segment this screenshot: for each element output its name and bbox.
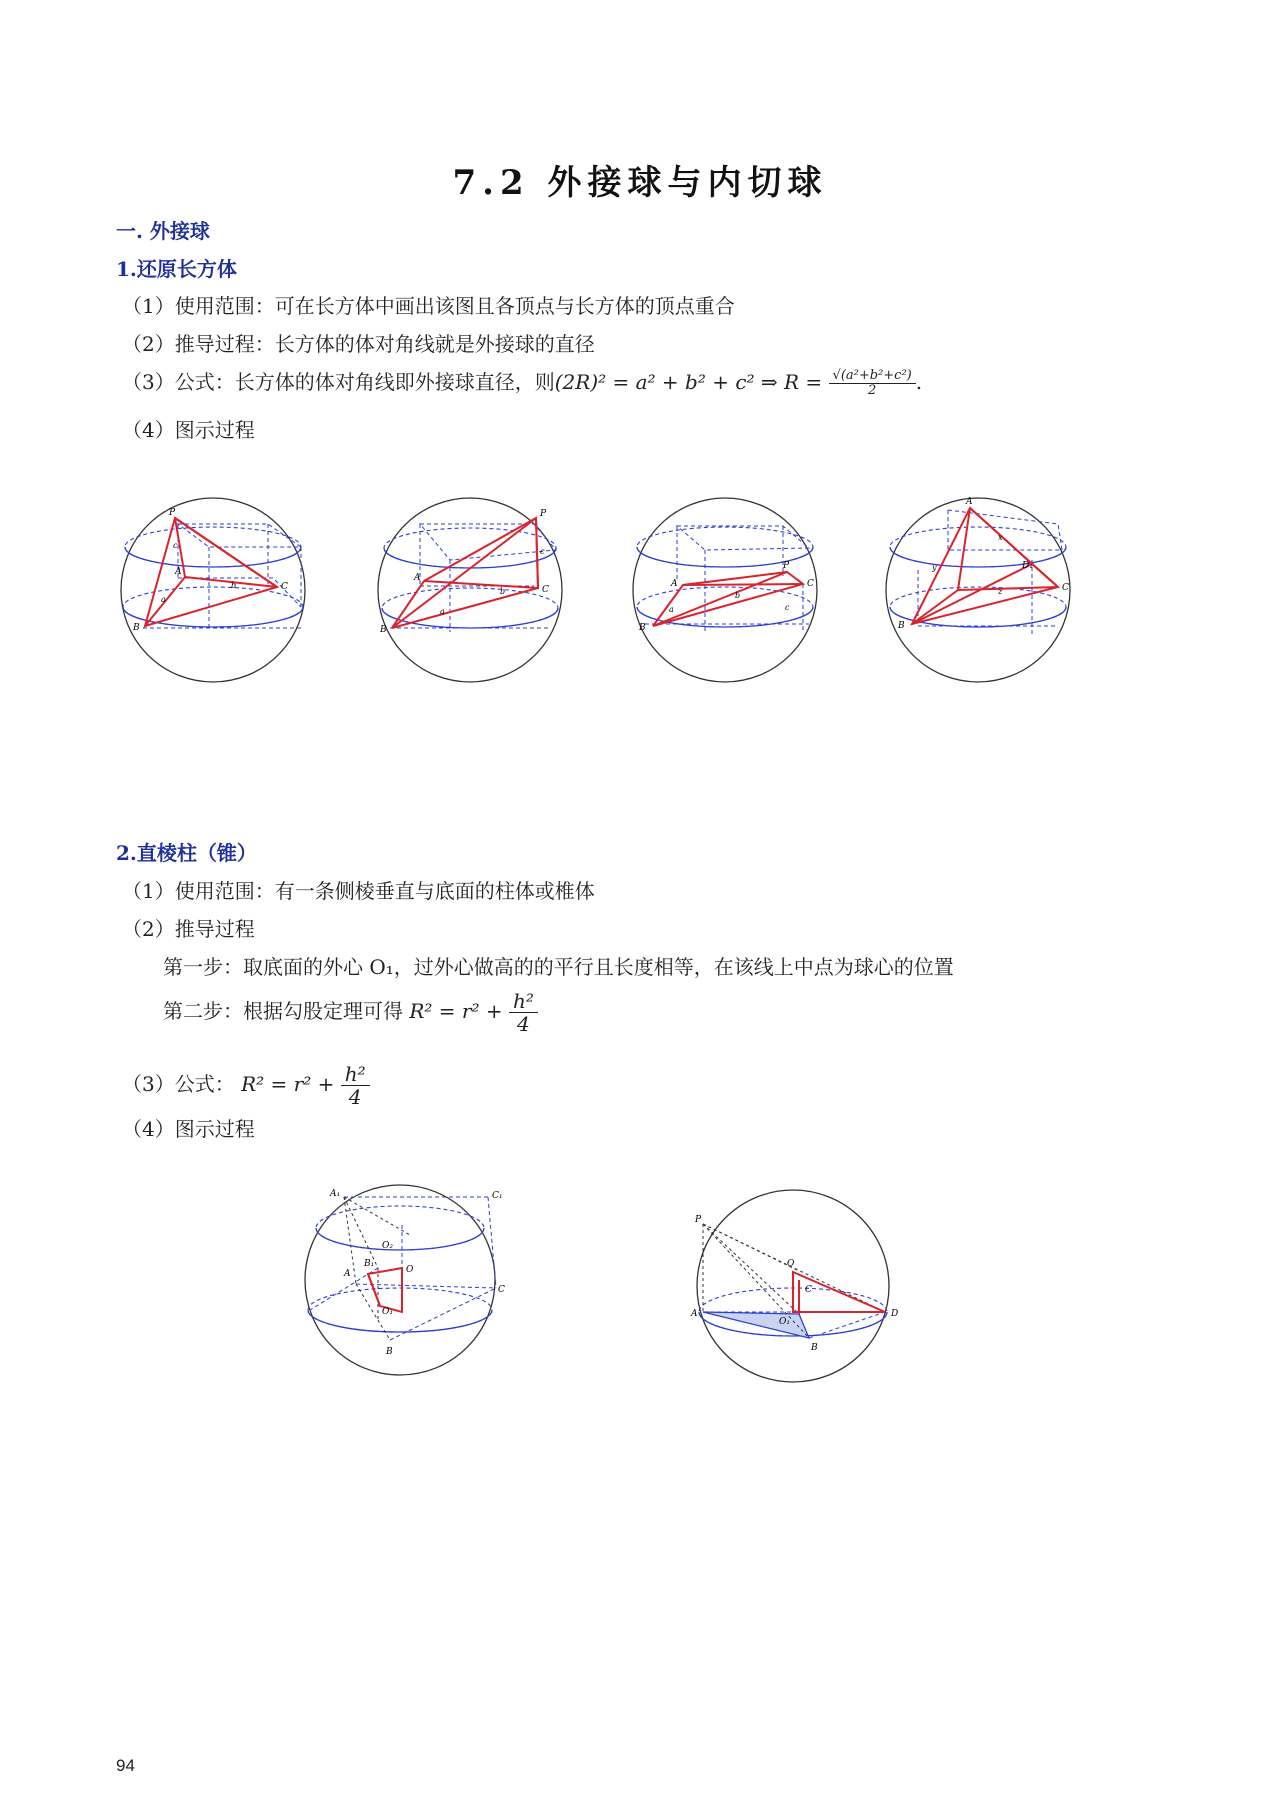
fig1-label-a: a [161,595,166,604]
fig3-label-a: a [669,605,674,614]
pyramid-label-D: D [891,1309,899,1319]
fig3-label-c: c [785,603,790,612]
fig1-label-P: P [169,508,176,518]
formula-prefix: （3）公式：长方体的体对角线即外接球直径，则 [122,370,555,394]
prism-label-O1: O₁ [382,1307,393,1317]
sphere-figure-3 [633,498,817,682]
prism-label-A1: A₁ [330,1189,341,1199]
formula3-body: R² = r² + [241,1072,341,1096]
prism-label-O: O [406,1265,414,1275]
fig4-label-B: B [898,621,905,631]
fig4-label-y: y [932,563,937,572]
fig1-label-A: A [175,567,182,577]
cuboid-item-scope: （1）使用范围：可在长方体中画出该图且各顶点与长方体的顶点重合 [122,294,735,318]
formula3-fraction: $\frac{\text{h²}}{4}$ [341,1063,370,1108]
pyramid-label-B: B [811,1343,818,1353]
pyramid-label-O1: O₁ [779,1317,790,1327]
pyramid-label-A: A [691,1309,698,1319]
formula-fraction: $\frac{\text{√(a²+b²+c²)}}{2}$ [829,369,916,399]
fig2-label-P: P [540,509,547,519]
fig2-label-a: a [440,607,445,616]
step2-prefix: 第二步：根据勾股定理可得 [163,999,403,1023]
fig3-label-A: A [671,579,678,589]
prism-figures [300,1180,940,1400]
fig2-label-C: C [542,585,549,595]
prism-item-formula [122,1063,370,1108]
prism-step-1: 第一步：取底面的外心 O₁，过外心做高的的平行且长度相等，在该线上中点为球心的位置 [163,955,954,979]
prism-item-scope: （1）使用范围：有一条侧棱垂直与底面的柱体或椎体 [122,879,595,903]
fig4-label-A: A [966,497,973,507]
fig3-label-b: b [735,591,741,600]
cuboid-figures [120,485,1120,715]
page-number: 94 [116,1756,135,1775]
prism-label-C: C [498,1285,505,1295]
prism-label-B1: B₁ [364,1259,375,1269]
pyramid-sphere-figure [690,1190,898,1382]
prism-label-C1: C₁ [492,1191,503,1201]
sphere-figure-2 [378,498,562,682]
fig4-label-x: x [998,533,1003,542]
step2-formula: R² = r² + [409,999,509,1023]
fig2-label-c: c [540,547,545,556]
fig1-label-B: B [133,623,140,633]
fig4-label-C: C [1062,583,1069,593]
fig4-label-D1: D₁ [1022,561,1033,571]
formula-body: (2R)² = a² + b² + c² ⇒ R = [554,370,829,394]
fig2-label-B: B [380,625,387,635]
section-heading-circumsphere: 一. 外接球 [116,219,210,243]
formula3-prefix: （3）公式： [122,1072,235,1096]
prism-item-figures: （4）图示过程 [122,1117,255,1141]
prism-item-derivation: （2）推导过程 [122,917,255,941]
fig2-label-b: b [500,587,506,596]
fig1-label-c: c [173,541,178,550]
prism-step-2 [163,990,538,1035]
subheading-cuboid: 1.还原长方体 [116,257,237,281]
pyramid-label-P: P [695,1215,702,1225]
fig4-label-z: z [998,587,1003,596]
page-title: 7.2 外接球与内切球 [452,163,828,203]
sphere-figure-4 [886,497,1070,682]
fig1-label-b: b [231,581,237,590]
fig2-label-A: A [414,573,421,583]
cuboid-item-derivation: （2）推导过程：长方体的体对角线就是外接球的直径 [122,332,595,356]
fig1-label-C: C [281,582,288,592]
fig3-label-P: P [783,561,790,571]
prism-sphere-figure [305,1185,505,1375]
sphere-figure-1 [121,498,305,682]
fig3-label-B: B [639,623,646,633]
cuboid-item-figures: （4）图示过程 [122,418,255,442]
step2-fraction: $\frac{\text{h²}}{4}$ [509,990,538,1035]
fig3-label-C: C [807,579,814,589]
prism-label-B: B [386,1347,393,1357]
prism-label-A: A [344,1269,351,1279]
cuboid-item-formula: （3）公式：长方体的体对角线即外接球直径，则(2R)² = a² + b² + c² ⇒ R = $\frac{\text{√(a²+b²+c²)}}{2}$ . [122,367,923,398]
prism-label-O2: O₂ [382,1241,393,1251]
subheading-prism: 2.直棱柱（锥） [116,841,257,865]
pyramid-label-O: O [787,1259,795,1269]
pyramid-label-C: C [805,1285,812,1295]
